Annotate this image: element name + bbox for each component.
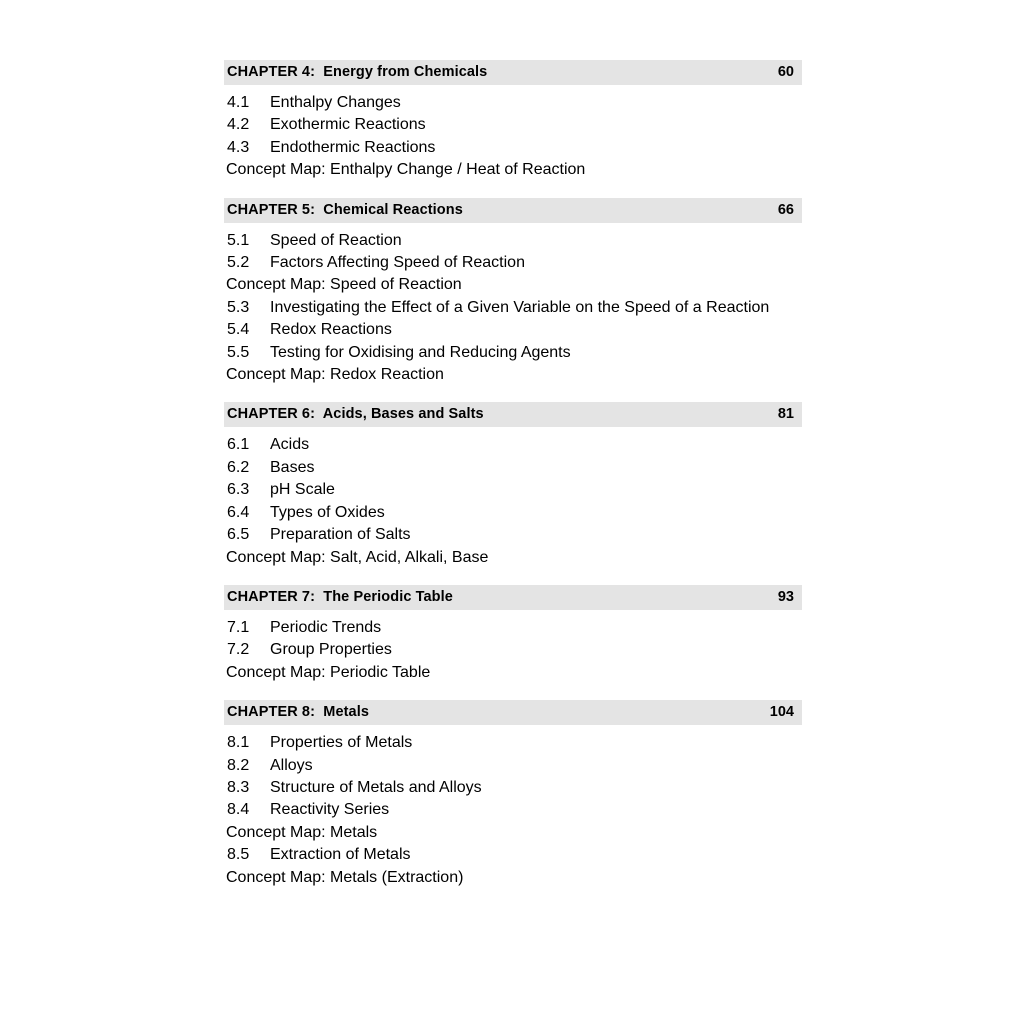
section-title: Concept Map: Enthalpy Change / Heat of Reaction bbox=[226, 161, 586, 179]
section-title: Bases bbox=[270, 458, 315, 476]
section-number: 8.2 bbox=[227, 756, 250, 774]
section-entry[interactable] bbox=[224, 297, 802, 319]
chapter-page-number: 66 bbox=[777, 201, 794, 218]
section-entry[interactable] bbox=[224, 342, 802, 364]
section-number: 5.2 bbox=[227, 254, 250, 272]
section-number: 5.3 bbox=[227, 298, 250, 316]
concept-map-entry[interactable] bbox=[224, 159, 802, 181]
section-title: pH Scale bbox=[270, 481, 335, 499]
section-title: Speed of Reaction bbox=[270, 231, 402, 249]
chapter-block bbox=[224, 60, 802, 182]
section-number: 6.2 bbox=[227, 458, 250, 476]
section-entry[interactable] bbox=[224, 755, 802, 777]
section-entry[interactable] bbox=[224, 230, 802, 252]
section-title: Concept Map: Salt, Acid, Alkali, Base bbox=[226, 548, 489, 566]
section-entry[interactable] bbox=[224, 844, 802, 866]
section-number: 6.5 bbox=[227, 526, 250, 544]
section-title: Periodic Trends bbox=[270, 618, 382, 636]
section-number: 4.3 bbox=[227, 138, 250, 156]
section-number: 6.4 bbox=[227, 503, 250, 521]
concept-map-entry[interactable] bbox=[224, 662, 802, 684]
section-title: Exothermic Reactions bbox=[270, 116, 426, 134]
section-title: Types of Oxides bbox=[270, 503, 385, 521]
section-title: Concept Map: Metals bbox=[226, 823, 378, 841]
section-title: Acids bbox=[270, 436, 310, 454]
section-number: 5.5 bbox=[227, 343, 250, 361]
chapter-header[interactable] bbox=[224, 60, 802, 85]
section-number: 7.2 bbox=[227, 641, 250, 659]
section-number: 5.1 bbox=[227, 231, 250, 249]
chapter-entries bbox=[224, 223, 802, 387]
chapter-page-number: 81 bbox=[777, 406, 794, 423]
concept-map-entry[interactable] bbox=[224, 364, 802, 386]
chapter-title: CHAPTER 5: Chemical Reactions bbox=[227, 201, 463, 218]
chapter-page-number: 104 bbox=[769, 704, 794, 721]
table-of-contents bbox=[224, 60, 802, 905]
section-number: 6.1 bbox=[227, 436, 250, 454]
chapter-title: CHAPTER 4: Energy from Chemicals bbox=[227, 64, 488, 80]
section-title: Concept Map: Metals (Extraction) bbox=[226, 868, 464, 886]
concept-map-entry[interactable] bbox=[224, 274, 802, 296]
section-title: Testing for Oxidising and Reducing Agents bbox=[270, 343, 571, 361]
section-title: Redox Reactions bbox=[270, 321, 392, 339]
section-title: Endothermic Reactions bbox=[270, 138, 436, 156]
section-title: Concept Map: Periodic Table bbox=[226, 663, 431, 681]
section-number: 8.5 bbox=[227, 846, 250, 864]
chapter-block bbox=[224, 700, 802, 889]
section-number: 7.1 bbox=[227, 618, 250, 636]
chapter-title: CHAPTER 7: The Periodic Table bbox=[227, 588, 453, 605]
section-entry[interactable] bbox=[224, 457, 802, 479]
section-entry[interactable] bbox=[224, 777, 802, 799]
section-entry[interactable] bbox=[224, 524, 802, 546]
section-entry[interactable] bbox=[224, 617, 802, 639]
section-title: Structure of Metals and Alloys bbox=[270, 778, 482, 796]
concept-map-entry[interactable] bbox=[224, 822, 802, 844]
section-title: Preparation of Salts bbox=[270, 526, 411, 544]
section-title: Investigating the Effect of a Given Variable on the Speed of a Reaction bbox=[270, 298, 770, 316]
chapter-title: CHAPTER 6: Acids, Bases and Salts bbox=[227, 406, 484, 423]
section-entry[interactable] bbox=[224, 799, 802, 821]
section-number: 4.1 bbox=[227, 94, 250, 111]
section-title: Properties of Metals bbox=[270, 734, 413, 752]
chapter-header[interactable] bbox=[224, 198, 802, 223]
section-entry[interactable] bbox=[224, 92, 802, 114]
section-title: Concept Map: Redox Reaction bbox=[226, 366, 444, 384]
section-number: 6.3 bbox=[227, 481, 250, 499]
chapter-block bbox=[224, 585, 802, 684]
section-entry[interactable] bbox=[224, 732, 802, 754]
section-entry[interactable] bbox=[224, 252, 802, 274]
section-number: 8.1 bbox=[227, 734, 250, 752]
section-title: Enthalpy Changes bbox=[270, 94, 401, 111]
section-title: Factors Affecting Speed of Reaction bbox=[270, 254, 525, 272]
section-entry[interactable] bbox=[224, 319, 802, 341]
section-title: Reactivity Series bbox=[270, 801, 390, 819]
chapter-entries bbox=[224, 85, 802, 182]
concept-map-entry[interactable] bbox=[224, 547, 802, 569]
chapter-header[interactable] bbox=[224, 585, 802, 610]
chapter-header[interactable] bbox=[224, 402, 802, 427]
section-entry[interactable] bbox=[224, 434, 802, 456]
section-title: Alloys bbox=[270, 756, 313, 774]
section-number: 5.4 bbox=[227, 321, 250, 339]
section-title: Extraction of Metals bbox=[270, 846, 411, 864]
section-number: 4.2 bbox=[227, 116, 250, 134]
chapter-block bbox=[224, 402, 802, 568]
section-entry[interactable] bbox=[224, 137, 802, 159]
section-entry[interactable] bbox=[224, 639, 802, 661]
chapter-page-number: 93 bbox=[777, 588, 794, 605]
section-entry[interactable] bbox=[224, 114, 802, 136]
section-entry[interactable] bbox=[224, 502, 802, 524]
section-number: 8.3 bbox=[227, 778, 250, 796]
section-title: Concept Map: Speed of Reaction bbox=[226, 276, 462, 294]
chapter-entries bbox=[224, 427, 802, 568]
section-title: Group Properties bbox=[270, 641, 392, 659]
section-number: 8.4 bbox=[227, 801, 250, 819]
chapter-block bbox=[224, 198, 802, 387]
chapter-header[interactable] bbox=[224, 700, 802, 725]
chapter-title: CHAPTER 8: Metals bbox=[227, 704, 369, 721]
chapter-page-number: 60 bbox=[777, 64, 794, 80]
concept-map-entry[interactable] bbox=[224, 867, 802, 889]
chapter-entries bbox=[224, 725, 802, 889]
chapter-entries bbox=[224, 610, 802, 684]
section-entry[interactable] bbox=[224, 479, 802, 501]
